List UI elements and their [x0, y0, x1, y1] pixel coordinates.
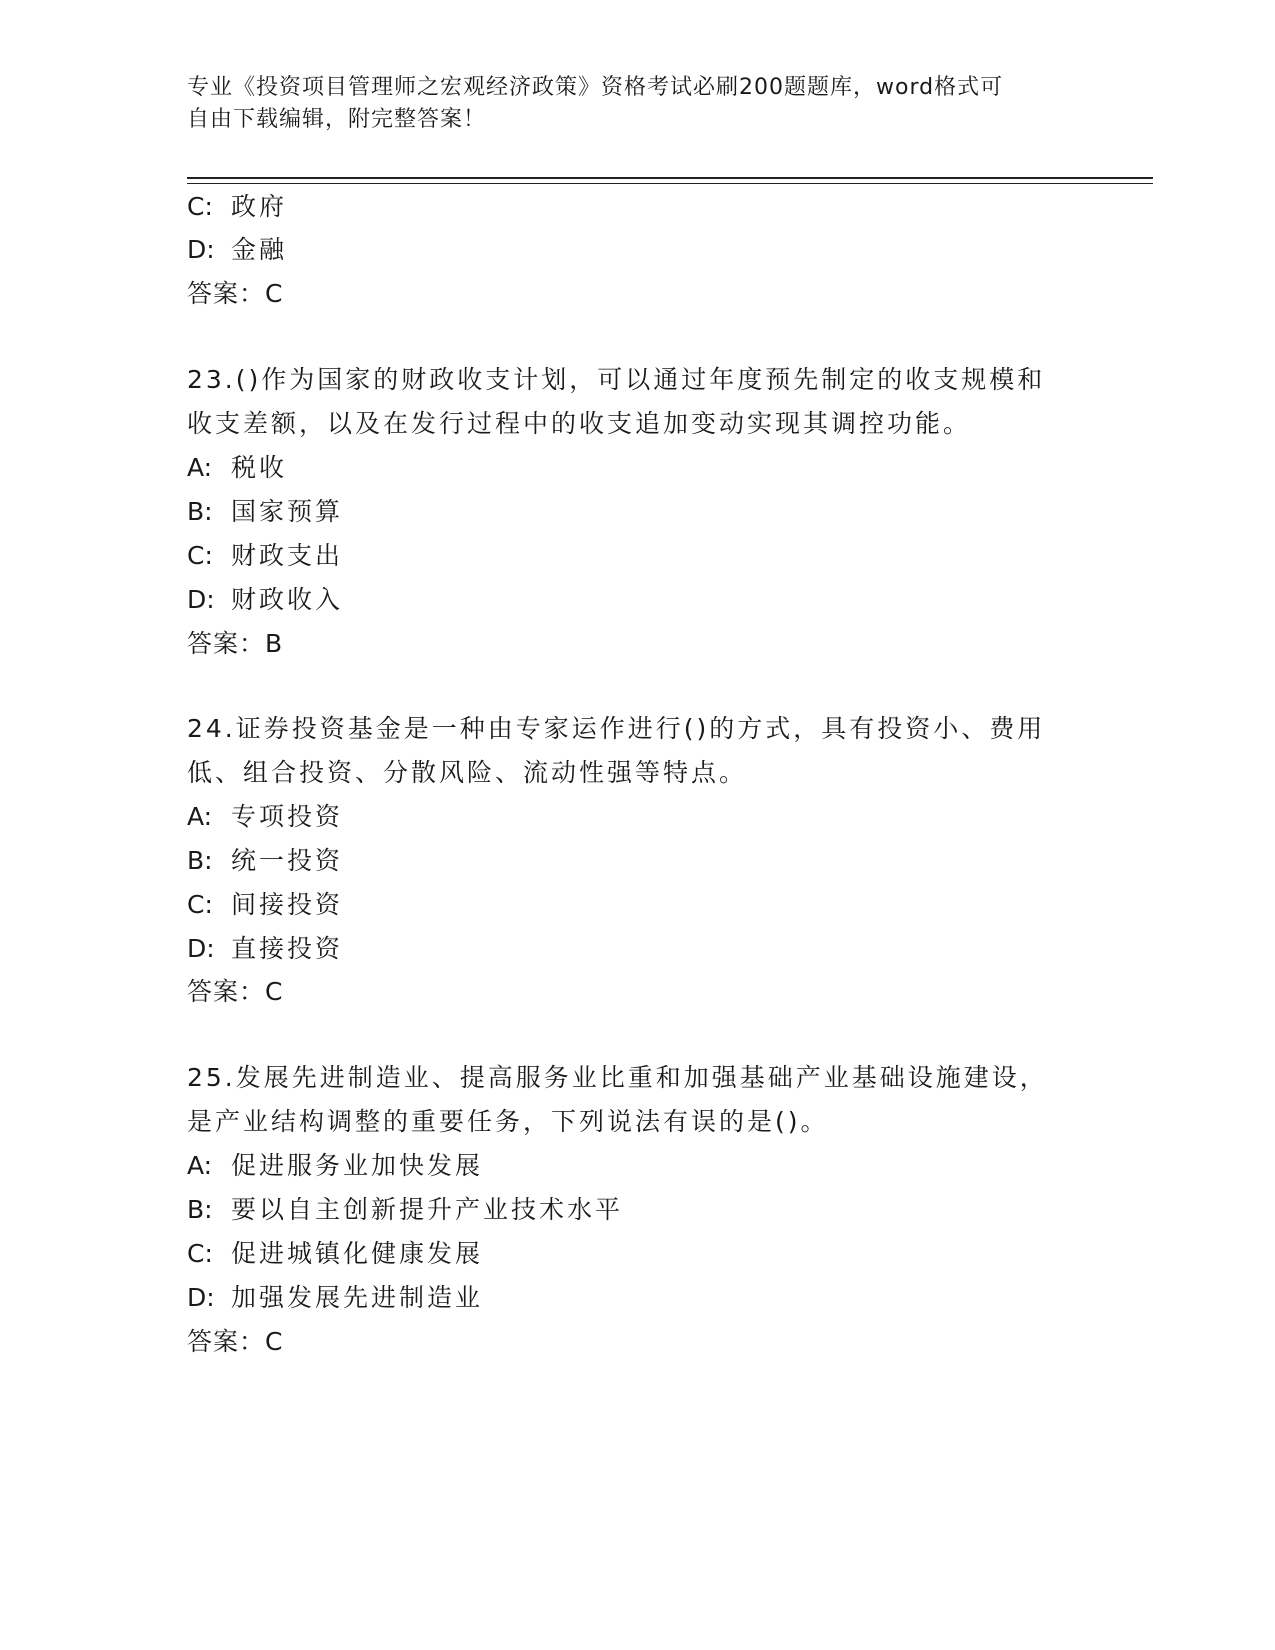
option-letter: A:	[187, 1151, 213, 1180]
q23-stem-line-1: 23.()作为国家的财政收支计划，可以通过年度预先制定的收支规模和	[187, 365, 1046, 394]
q24-option-b	[187, 844, 343, 878]
option-text: 国家预算	[231, 497, 344, 526]
option-letter: A:	[187, 453, 213, 482]
q25-answer: 答案：C	[187, 1327, 284, 1356]
option-text: 政府	[231, 192, 288, 221]
option-letter: C:	[187, 1239, 213, 1268]
q25-option-d	[187, 1281, 483, 1315]
option-letter: D:	[187, 235, 215, 264]
header-divider-thick	[187, 177, 1153, 179]
option-letter: D:	[187, 934, 215, 963]
document-header	[187, 72, 1067, 136]
prev-answer: 答案：C	[187, 279, 284, 308]
prev-option-d	[187, 233, 287, 267]
option-text: 财政支出	[231, 541, 344, 570]
option-text: 财政收入	[231, 585, 344, 614]
header-line-1: 专业《投资项目管理师之宏观经济政策》资格考试必刷200题题库，word格式可	[187, 75, 1004, 100]
q25-option-b	[187, 1193, 623, 1227]
option-letter: C:	[187, 541, 213, 570]
q24-option-a	[187, 800, 343, 834]
option-letter: D:	[187, 1283, 215, 1312]
option-letter: C:	[187, 192, 213, 221]
option-text: 促进服务业加快发展	[231, 1151, 484, 1180]
option-letter: B:	[187, 846, 213, 875]
option-text: 要以自主创新提升产业技术水平	[231, 1195, 624, 1224]
q24-option-c	[187, 888, 343, 922]
option-text: 促进城镇化健康发展	[231, 1239, 484, 1268]
option-letter: D:	[187, 585, 215, 614]
q25-option-c	[187, 1237, 483, 1271]
header-divider-thin	[187, 183, 1153, 184]
option-text: 统一投资	[231, 846, 344, 875]
q23-option-d	[187, 583, 343, 617]
q24-stem-line-2: 低、组合投资、分散风险、流动性强等特点。	[187, 758, 748, 787]
option-letter: B:	[187, 1195, 213, 1224]
q25-option-a	[187, 1149, 483, 1183]
q24-answer: 答案：C	[187, 977, 284, 1006]
option-text: 金融	[231, 235, 288, 264]
option-text: 税收	[231, 453, 288, 482]
option-text: 直接投资	[231, 934, 344, 963]
option-letter: B:	[187, 497, 213, 526]
q23-option-a	[187, 451, 287, 485]
q25-stem-line-1: 25.发展先进制造业、提高服务业比重和加强基础产业基础设施建设，	[187, 1063, 1048, 1092]
header-line-2: 自由下载编辑，附完整答案！	[187, 107, 487, 132]
q23-stem-line-2: 收支差额，以及在发行过程中的收支追加变动实现其调控功能。	[187, 409, 972, 438]
q23-answer: 答案：B	[187, 629, 284, 658]
q24-stem-line-1: 24.证券投资基金是一种由专家运作进行()的方式，具有投资小、费用	[187, 714, 1046, 743]
option-letter: A:	[187, 802, 213, 831]
prev-option-c	[187, 190, 287, 224]
option-text: 加强发展先进制造业	[231, 1283, 484, 1312]
q23-option-c	[187, 539, 343, 573]
q25-stem-line-2: 是产业结构调整的重要任务，下列说法有误的是()。	[187, 1107, 829, 1136]
option-letter: C:	[187, 890, 213, 919]
option-text: 专项投资	[231, 802, 344, 831]
q24-option-d	[187, 932, 343, 966]
q23-option-b	[187, 495, 343, 529]
option-text: 间接投资	[231, 890, 344, 919]
